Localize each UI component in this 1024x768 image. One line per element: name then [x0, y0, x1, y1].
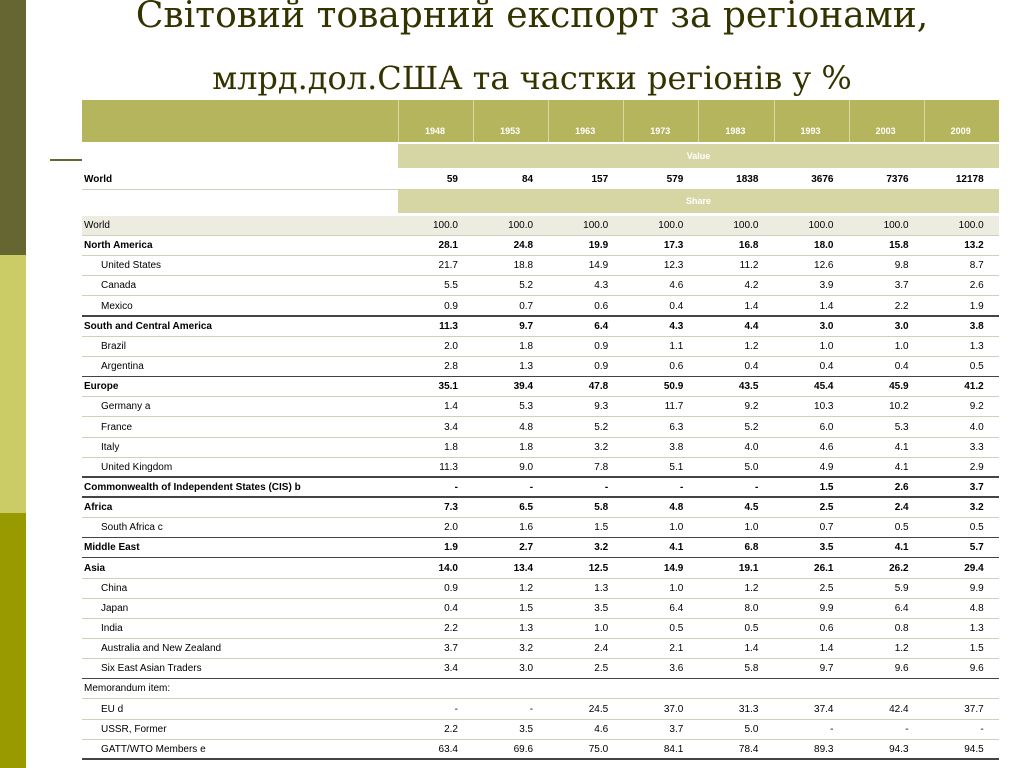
cell-value: - — [679, 481, 684, 493]
cell-value: 2.2 — [444, 623, 458, 634]
title-line-2: млрд.дол.США та частки регіонів у % — [212, 59, 852, 97]
table-row — [82, 438, 999, 458]
cell-value: 75.0 — [588, 743, 609, 755]
cell-value: 45.9 — [889, 381, 909, 393]
cell-value: 42.4 — [889, 703, 909, 715]
cell-value: 1.5 — [594, 522, 609, 534]
cell-value: 5.2 — [519, 280, 534, 292]
cell-value: 3.2 — [594, 542, 609, 554]
cell-value: 579 — [666, 174, 684, 185]
cell-value: 3676 — [811, 174, 834, 185]
cell-value: 7.8 — [594, 461, 609, 473]
cell-value: 3.7 — [444, 643, 458, 655]
cell-value: 4.2 — [744, 280, 759, 292]
cell-value: 6.4 — [669, 602, 684, 614]
cell-value: 1.0 — [669, 582, 684, 594]
cell-value: - — [529, 481, 534, 493]
row-label: North America — [84, 240, 153, 252]
cell-value: 1838 — [736, 174, 759, 185]
table-row — [82, 740, 999, 760]
cell-value: 5.3 — [519, 401, 534, 413]
cell-value: 9.2 — [744, 401, 759, 413]
title-line-1: Світовий товарний експорт за регіонами, — [135, 0, 929, 36]
row-label: Europe — [84, 381, 119, 393]
cell-value: 15.8 — [889, 240, 909, 252]
value-row-world — [82, 170, 999, 190]
table-row — [82, 619, 999, 639]
cell-value: 0.4 — [819, 361, 834, 373]
header-separator — [849, 100, 850, 142]
cell-value: - — [905, 723, 909, 735]
cell-value: 1.3 — [594, 582, 609, 594]
cell-value: 1.5 — [969, 643, 984, 655]
cell-value: 37.4 — [814, 703, 834, 715]
cell-value: 10.3 — [814, 401, 834, 413]
table-row — [82, 458, 999, 478]
cell-value: 1.2 — [519, 582, 534, 594]
cell-value: 1.6 — [519, 522, 534, 534]
year-header: 1963 — [575, 126, 596, 136]
cell-value: 2.5 — [594, 663, 609, 675]
table-row — [82, 317, 999, 337]
cell-value: 1.2 — [894, 643, 909, 655]
row-label: Italy — [101, 441, 120, 453]
year-header: 1983 — [725, 126, 746, 136]
table-row — [82, 498, 999, 518]
cell-value: 94.5 — [964, 743, 984, 755]
table-row — [82, 720, 999, 740]
row-label: Japan — [101, 602, 129, 614]
cell-value: 2.6 — [894, 481, 909, 493]
cell-value: 3.7 — [894, 280, 909, 292]
cell-value: 7376 — [886, 174, 909, 185]
cell-value: 0.5 — [969, 361, 984, 373]
cell-value: 0.9 — [594, 340, 609, 352]
cell-value: - — [454, 703, 458, 715]
cell-value: 0.8 — [894, 623, 909, 634]
cell-value: 1.0 — [669, 522, 684, 534]
cell-value: 4.8 — [669, 502, 684, 514]
cell-value: 0.6 — [819, 623, 834, 634]
cell-value: 4.3 — [594, 280, 609, 292]
table-row — [82, 297, 999, 317]
cell-value: 4.6 — [819, 441, 834, 453]
cell-value: 5.0 — [744, 461, 759, 473]
cell-value: 4.5 — [744, 502, 759, 514]
cell-value: 4.1 — [894, 441, 909, 453]
title-rule — [50, 159, 82, 161]
cell-value: 11.3 — [439, 461, 458, 473]
cell-value: 9.3 — [594, 401, 609, 413]
cell-value: 6.4 — [594, 320, 609, 332]
row-label: India — [101, 623, 123, 634]
row-label: China — [101, 582, 128, 594]
cell-value: 12178 — [955, 174, 984, 185]
cell-value: 0.5 — [744, 623, 759, 634]
cell-value: 4.9 — [819, 461, 834, 473]
cell-value: - — [529, 703, 534, 715]
cell-value: 3.0 — [819, 320, 834, 332]
table-row — [82, 579, 999, 599]
cell-value: 5.0 — [744, 723, 759, 735]
cell-value: 157 — [591, 174, 609, 185]
cell-value: 24.5 — [588, 703, 609, 715]
cell-value: 3.2 — [969, 502, 984, 514]
row-label: Middle East — [84, 542, 140, 554]
cell-value: 1.5 — [519, 602, 534, 614]
left-bar-top — [0, 0, 26, 255]
cell-value: - — [755, 481, 759, 493]
cell-value: 6.8 — [744, 542, 759, 554]
table-row — [82, 337, 999, 357]
cell-value: 0.7 — [819, 522, 834, 534]
cell-value: 5.1 — [669, 461, 684, 473]
cell-value: 1.3 — [969, 623, 984, 634]
row-label: United Kingdom — [101, 461, 173, 473]
cell-value: 100.0 — [808, 220, 834, 231]
table-row — [82, 418, 999, 438]
cell-value: 0.7 — [519, 300, 534, 312]
cell-value: 3.4 — [444, 663, 458, 675]
row-label: World — [84, 220, 110, 231]
cell-value: 13.2 — [964, 240, 984, 252]
section-share: Share — [398, 189, 999, 213]
cell-value: 100.0 — [883, 220, 909, 231]
cell-value: 9.7 — [819, 663, 834, 675]
cell-value: 5.9 — [894, 582, 909, 594]
cell-value: 1.2 — [744, 340, 759, 352]
cell-value: 11.2 — [739, 260, 759, 272]
cell-value: 1.8 — [519, 441, 534, 453]
cell-value: 0.6 — [594, 300, 609, 312]
cell-value: 3.7 — [669, 723, 684, 735]
cell-value: 43.5 — [738, 381, 759, 393]
table-row — [82, 236, 999, 256]
cell-value: 3.3 — [969, 441, 984, 453]
row-label: South and Central America — [84, 320, 212, 332]
cell-value: 41.2 — [964, 381, 984, 393]
cell-value: 2.7 — [519, 542, 534, 554]
cell-value: 47.8 — [588, 381, 609, 393]
cell-value: 1.3 — [519, 623, 534, 634]
cell-value: 3.5 — [519, 723, 534, 735]
cell-value: 28.1 — [438, 240, 458, 252]
cell-value: 0.5 — [969, 522, 984, 534]
cell-value: 8.0 — [744, 602, 759, 614]
table-row — [82, 357, 999, 377]
cell-value: 26.2 — [889, 562, 909, 574]
cell-value: 4.1 — [669, 542, 684, 554]
cell-value: 1.3 — [969, 340, 984, 352]
cell-value: 9.6 — [969, 663, 984, 675]
cell-value: 14.9 — [663, 562, 684, 574]
cell-value: 1.9 — [969, 300, 984, 312]
cell-value: 45.4 — [814, 381, 834, 393]
cell-value: 8.7 — [969, 260, 984, 272]
cell-value: 12.5 — [588, 562, 609, 574]
row-label: Brazil — [101, 340, 127, 352]
row-label: Argentina — [101, 361, 144, 373]
cell-value: 9.9 — [969, 582, 984, 594]
cell-value: 2.9 — [969, 461, 984, 473]
cell-value: - — [980, 723, 984, 735]
cell-value: 3.8 — [969, 320, 984, 332]
cell-value: - — [604, 481, 609, 493]
cell-value: 37.7 — [964, 703, 984, 715]
table-row — [82, 599, 999, 619]
cell-value: 100.0 — [958, 220, 984, 231]
row-label: United States — [101, 260, 162, 272]
row-label: Mexico — [101, 300, 133, 312]
cell-value: 2.5 — [819, 502, 834, 514]
row-label: France — [101, 421, 133, 433]
year-header: 1993 — [800, 126, 821, 136]
cell-value: 0.9 — [444, 300, 458, 312]
cell-value: 0.9 — [594, 361, 609, 373]
row-label: USSR, Former — [101, 723, 167, 735]
cell-value: 3.6 — [669, 663, 684, 675]
row-label: Asia — [84, 562, 106, 574]
cell-value: 1.8 — [444, 441, 458, 453]
cell-value: 1.8 — [519, 340, 534, 352]
table-row — [82, 659, 999, 679]
cell-value: 0.6 — [669, 361, 684, 373]
cell-value: 1.0 — [594, 623, 609, 634]
row-label: South Africa c — [101, 522, 163, 534]
row-label: Africa — [84, 502, 113, 514]
cell-value: 17.3 — [663, 240, 684, 252]
cell-value: 37.0 — [663, 703, 684, 715]
cell-value: 2.2 — [444, 723, 458, 735]
year-header: 2009 — [950, 126, 971, 136]
cell-value: 6.0 — [819, 421, 834, 433]
row-label: GATT/WTO Members e — [101, 743, 206, 755]
cell-value: 1.2 — [744, 582, 759, 594]
cell-value: 100.0 — [658, 220, 684, 231]
cell-value: 0.5 — [669, 623, 684, 634]
table-row — [82, 538, 999, 558]
year-header: 1973 — [650, 126, 671, 136]
cell-value: 5.7 — [969, 542, 984, 554]
cell-value: 4.1 — [894, 461, 909, 473]
left-bar-bottom — [0, 513, 26, 768]
cell-value: 0.4 — [744, 361, 759, 373]
table-row — [82, 700, 999, 720]
table-row — [82, 377, 999, 397]
cell-value: 29.4 — [964, 562, 984, 574]
cell-value: 1.0 — [744, 522, 759, 534]
cell-value: 100.0 — [583, 220, 609, 231]
table-row — [82, 518, 999, 538]
cell-value: 3.5 — [594, 602, 609, 614]
cell-value: 5.5 — [444, 280, 458, 292]
cell-value: 19.9 — [588, 240, 609, 252]
cell-value: 84 — [521, 174, 534, 185]
cell-value: 59 — [446, 174, 458, 185]
cell-value: 31.3 — [738, 703, 759, 715]
cell-value: 3.2 — [594, 441, 609, 453]
cell-value: 4.0 — [969, 421, 984, 433]
cell-value: 3.4 — [444, 421, 458, 433]
cell-value: 9.9 — [819, 602, 834, 614]
cell-value: 10.2 — [889, 401, 909, 413]
cell-value: 9.6 — [894, 663, 909, 675]
cell-value: 0.4 — [444, 602, 458, 614]
cell-value: 2.5 — [819, 582, 834, 594]
cell-value: 3.0 — [519, 663, 534, 675]
cell-value: 18.0 — [814, 240, 834, 252]
cell-value: 84.1 — [663, 743, 684, 755]
cell-value: 0.9 — [444, 582, 458, 594]
cell-value: 94.3 — [889, 743, 909, 755]
cell-value: 4.1 — [894, 542, 909, 554]
cell-value: 3.8 — [669, 441, 684, 453]
cell-value: 12.6 — [814, 260, 834, 272]
cell-value: 2.2 — [894, 300, 909, 312]
cell-value: 5.8 — [594, 502, 609, 514]
cell-value: 1.4 — [819, 643, 834, 655]
header-separator — [548, 100, 549, 142]
cell-value: 4.8 — [969, 602, 984, 614]
cell-value: 3.2 — [519, 643, 534, 655]
cell-value: 0.4 — [894, 361, 909, 373]
cell-value: 100.0 — [733, 220, 759, 231]
cell-value: 14.0 — [438, 562, 458, 574]
cell-value: 1.1 — [669, 340, 684, 352]
cell-value: 50.9 — [663, 381, 684, 393]
cell-value: 6.3 — [669, 421, 684, 433]
table-row — [82, 256, 999, 276]
cell-value: 100.0 — [432, 220, 458, 231]
cell-value: 9.0 — [519, 461, 534, 473]
cell-value: 5.3 — [894, 421, 909, 433]
cell-value: 1.0 — [819, 340, 834, 352]
row-label: Canada — [101, 280, 137, 292]
cell-value: 21.7 — [438, 260, 458, 272]
cell-value: 11.7 — [664, 401, 684, 413]
table-row — [82, 639, 999, 659]
table-row — [82, 679, 999, 699]
year-header: 2003 — [875, 126, 896, 136]
cell-value: 89.3 — [814, 743, 834, 755]
row-label: Australia and New Zealand — [101, 643, 222, 655]
cell-value: 18.8 — [513, 260, 534, 272]
cell-value: 12.3 — [663, 260, 684, 272]
cell-value: 1.4 — [819, 300, 834, 312]
cell-value: 2.4 — [894, 502, 909, 514]
cell-value: 9.8 — [894, 260, 909, 272]
cell-value: 3.0 — [894, 320, 909, 332]
table-row — [82, 559, 999, 579]
cell-value: 2.6 — [969, 280, 984, 292]
header-separator — [698, 100, 699, 142]
section-value: Value — [398, 144, 999, 168]
cell-value: 3.9 — [819, 280, 834, 292]
header-separator — [398, 100, 399, 142]
row-label: Memorandum item: — [84, 683, 171, 695]
cell-value: 35.1 — [438, 381, 458, 393]
table-row — [82, 397, 999, 417]
cell-value: 1.0 — [894, 340, 909, 352]
cell-value: 0.4 — [669, 300, 684, 312]
cell-value: 1.5 — [819, 481, 834, 493]
row-label: Commonwealth of Independent States (CIS) b — [84, 481, 301, 493]
cell-value: 2.0 — [444, 522, 458, 534]
cell-value: 4.4 — [744, 320, 759, 332]
table-row — [82, 478, 999, 498]
year-header: 1948 — [424, 126, 446, 136]
cell-value: 39.4 — [513, 381, 534, 393]
year-header: 1953 — [500, 126, 521, 136]
cell-value: 1.4 — [744, 300, 759, 312]
cell-value: 1.3 — [519, 361, 534, 373]
cell-value: 1.4 — [444, 401, 458, 413]
cell-value: 6.5 — [519, 502, 534, 514]
cell-value: 78.4 — [738, 743, 759, 755]
cell-value: 3.7 — [969, 481, 984, 493]
row-label: EU d — [101, 703, 124, 715]
cell-value: 9.2 — [969, 401, 984, 413]
cell-value: - — [830, 723, 834, 735]
header-separator — [924, 100, 925, 142]
cell-value: 5.2 — [594, 421, 609, 433]
table-row — [82, 276, 999, 296]
header-separator — [774, 100, 775, 142]
cell-value: 4.3 — [669, 320, 684, 332]
cell-value: 3.5 — [819, 542, 834, 554]
cell-value: 5.8 — [744, 663, 759, 675]
table-row — [82, 216, 999, 236]
row-label: Six East Asian Traders — [101, 663, 202, 675]
cell-value: 69.6 — [513, 743, 534, 755]
row-label: World — [84, 174, 113, 185]
cell-value: 0.5 — [894, 522, 909, 534]
cell-value: 19.1 — [738, 562, 759, 574]
cell-value: 1.4 — [744, 643, 759, 655]
cell-value: 2.1 — [669, 643, 684, 655]
cell-value: 2.0 — [444, 340, 458, 352]
cell-value: 4.0 — [744, 441, 759, 453]
cell-value: 4.6 — [594, 723, 609, 735]
cell-value: 11.3 — [439, 320, 458, 332]
cell-value: 7.3 — [444, 502, 458, 514]
cell-value: 9.7 — [519, 320, 534, 332]
cell-value: 1.9 — [444, 542, 458, 554]
cell-value: 4.6 — [669, 280, 684, 292]
cell-value: 63.4 — [438, 743, 458, 755]
header-separator — [473, 100, 474, 142]
cell-value: 4.8 — [519, 421, 534, 433]
cell-value: 16.8 — [738, 240, 759, 252]
row-divider — [82, 758, 999, 760]
cell-value: 6.4 — [894, 602, 909, 614]
row-label: Germany a — [101, 401, 151, 413]
cell-value: 5.2 — [744, 421, 759, 433]
left-bar-middle — [0, 255, 26, 513]
cell-value: 13.4 — [513, 562, 534, 574]
cell-value: 2.4 — [594, 643, 609, 655]
cell-value: 24.8 — [513, 240, 534, 252]
table-header-row — [82, 100, 999, 142]
cell-value: 2.8 — [444, 361, 458, 373]
header-separator — [623, 100, 624, 142]
cell-value: 26.1 — [814, 562, 834, 574]
cell-value: - — [454, 481, 458, 493]
cell-value: 100.0 — [508, 220, 534, 231]
cell-value: 14.9 — [588, 260, 609, 272]
